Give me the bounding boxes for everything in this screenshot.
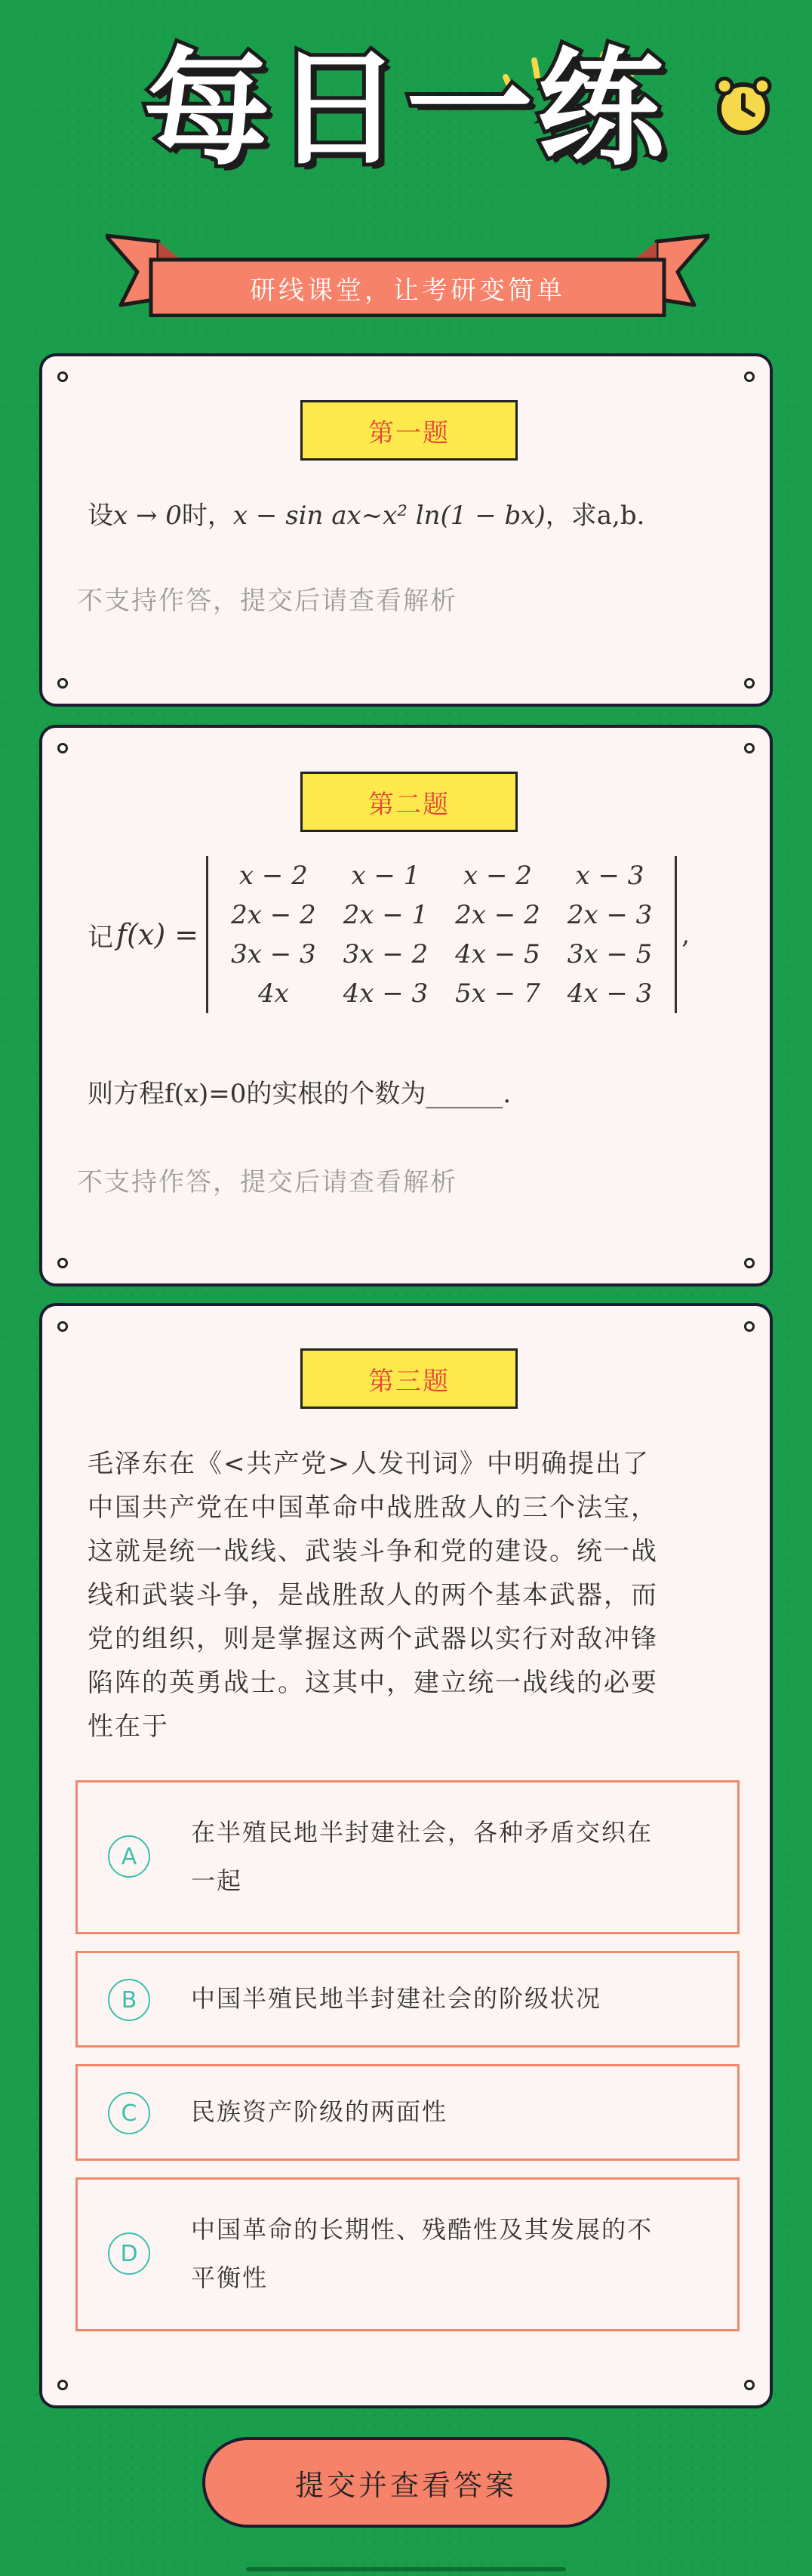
math-expression: x − sin ax~x² ln(1 − bx)	[232, 501, 546, 531]
option-b[interactable]	[75, 1951, 740, 2048]
question-text-when: 时，	[181, 501, 233, 531]
matrix-suffix: ,	[681, 920, 691, 950]
submit-button[interactable]: 提交并查看答案	[202, 2437, 610, 2528]
alarm-clock-icon	[709, 72, 777, 140]
page-subtitle: 研线课堂，让考研变简单	[250, 275, 565, 306]
matrix-cell: 4x − 3	[343, 978, 429, 1009]
option-text-d	[191, 2205, 707, 2302]
matrix-table	[217, 856, 666, 1013]
matrix-cell: 5x − 7	[455, 978, 540, 1009]
matrix-cell: 2x − 1	[343, 900, 429, 930]
matrix-cell: 3x − 5	[567, 939, 653, 969]
question-line: 线和武装斗争，是战胜敌人的两个基本武器，而	[88, 1580, 658, 1610]
matrix-row	[217, 895, 666, 935]
option-letter-d: D	[108, 2232, 150, 2275]
option-d[interactable]	[75, 2177, 740, 2331]
matrix-cell: 3x − 2	[343, 939, 429, 969]
option-letter-c: C	[108, 2092, 150, 2134]
matrix-row	[217, 974, 666, 1013]
matrix-row	[217, 856, 666, 895]
matrix-cell: 4x	[257, 978, 289, 1009]
question-label: 第一题	[300, 400, 518, 461]
option-text-c: 民族资产阶级的两面性	[191, 2097, 448, 2126]
matrix-cell: x − 2	[463, 861, 532, 891]
corner-dot	[744, 1258, 755, 1268]
option-letter-b: B	[108, 1979, 150, 2021]
matrix-cell: x − 2	[238, 861, 308, 891]
math-condition: x → 0	[113, 501, 182, 531]
option-text-b: 中国半殖民地半封建社会的阶级状况	[191, 1984, 602, 2013]
option-line: 平衡性	[191, 2263, 269, 2292]
corner-dot	[57, 743, 68, 753]
question-card-2	[39, 725, 773, 1286]
question-text-suffix: ，求a,b.	[545, 501, 645, 531]
option-line: 在半殖民地半封建社会，各种矛盾交织在	[191, 1818, 654, 1847]
option-line: 一起	[191, 1866, 243, 1895]
option-c[interactable]	[75, 2064, 740, 2161]
question-line: 陷阵的英勇战士。这其中，建立统一战线的必要	[88, 1668, 658, 1698]
answer-hint: 不支持作答，提交后请查看解析	[77, 586, 457, 616]
determinant-block	[88, 856, 690, 1013]
corner-dot	[57, 1258, 68, 1268]
question-prefix: 记	[88, 922, 113, 953]
corner-dot	[744, 678, 755, 689]
answer-hint: 不支持作答，提交后请查看解析	[77, 1167, 457, 1197]
matrix-cell: 4x − 5	[455, 939, 540, 969]
question-card-3	[39, 1303, 773, 2408]
question-line: 中国共产党在中国革命中战胜敌人的三个法宝，	[88, 1493, 658, 1523]
corner-dot	[744, 743, 755, 753]
option-letter-a: A	[108, 1835, 150, 1878]
determinant-matrix	[206, 856, 677, 1013]
matrix-cell: 2x − 2	[455, 900, 540, 930]
corner-dot	[57, 2380, 68, 2390]
option-a[interactable]	[75, 1780, 740, 1934]
corner-dot	[57, 371, 68, 382]
question-card-1	[39, 353, 773, 707]
question-label: 第三题	[300, 1348, 518, 1409]
corner-dot	[57, 1321, 68, 1332]
matrix-cell: x − 1	[351, 861, 420, 891]
option-text-a	[191, 1808, 707, 1905]
home-indicator	[246, 2567, 566, 2571]
matrix-cell: 2x − 3	[567, 900, 653, 930]
question-line: 则方程f(x)=0的实根的个数为______.	[88, 1079, 512, 1109]
matrix-cell: 3x − 3	[231, 939, 316, 969]
question-line: 这就是统一战线、武装斗争和党的建设。统一战	[88, 1536, 658, 1567]
question-label: 第二题	[300, 772, 518, 832]
function-label: f(x) =	[116, 918, 199, 951]
matrix-cell: x − 3	[575, 861, 644, 891]
corner-dot	[744, 2380, 755, 2390]
option-line: 中国革命的长期性、残酷性及其发展的不	[191, 2215, 654, 2244]
matrix-cell: 2x − 2	[231, 900, 316, 930]
matrix-row	[217, 935, 666, 974]
page-title: 每日一练	[143, 35, 669, 183]
corner-dot	[744, 1321, 755, 1332]
question-text	[88, 494, 724, 538]
question-text	[88, 1442, 724, 1749]
question-line: 党的组织，则是掌握这两个武器以实行对敌冲锋	[88, 1624, 658, 1654]
corner-dot	[57, 678, 68, 689]
matrix-cell: 4x − 3	[567, 978, 653, 1009]
question-line: 毛泽东在《<共产党>人发刊词》中明确提出了	[88, 1449, 650, 1479]
corner-dot	[744, 371, 755, 382]
question-line: 性在于	[88, 1712, 169, 1742]
question-text-prefix: 设	[88, 501, 113, 531]
header	[0, 0, 812, 332]
